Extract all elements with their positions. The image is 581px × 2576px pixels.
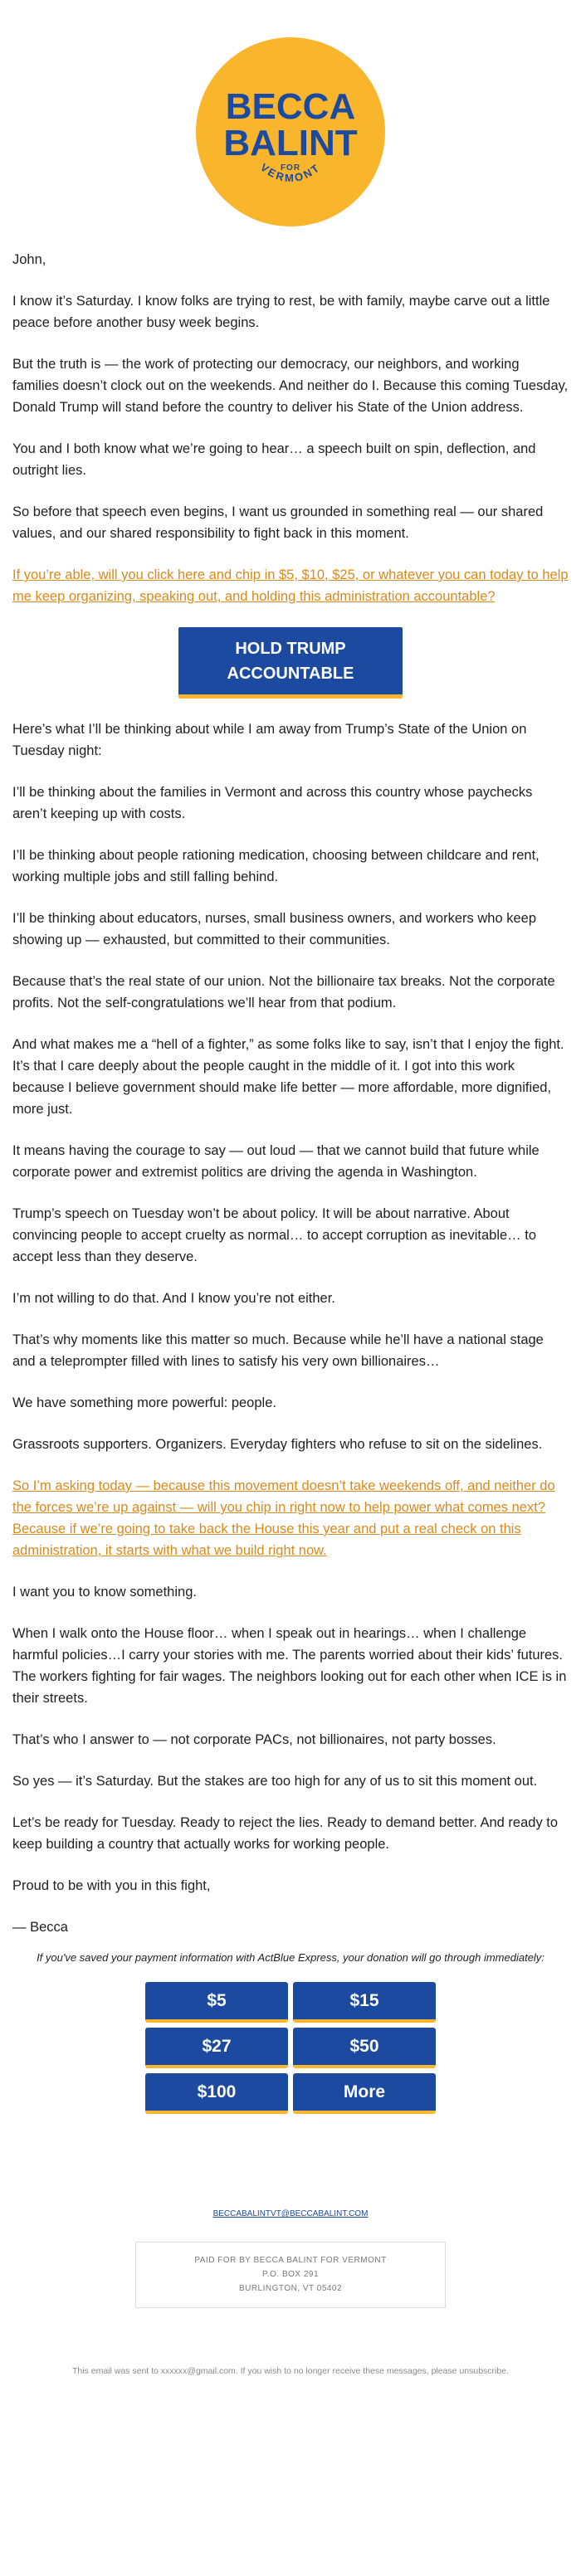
- donate-more-button[interactable]: More: [293, 2073, 436, 2114]
- donate-15-button[interactable]: $15: [293, 1982, 436, 2023]
- logo-line1: BECCA: [225, 86, 356, 127]
- paragraph: I know it’s Saturday. I know folks are trying to rest, be with family, maybe carve out a little peace before another busy week begins.: [12, 294, 550, 330]
- paragraph: Let’s be ready for Tuesday. Ready to reject the lies. Ready to demand better. And ready to keep building a country that actually works for working people.: [12, 1815, 559, 1852]
- actblue-express-note: If you've saved your payment information with ActBlue Express, your donation will go through immediately:: [37, 1951, 544, 1964]
- po-box-line: P.O. BOX 291: [261, 2270, 320, 2279]
- paragraph: So before that speech even begins, I want us grounded in something real — our shared values, and our shared responsibility to fight back in this moment.: [12, 504, 544, 541]
- signature: — Becca: [12, 1920, 68, 1935]
- paragraph: I’m not willing to do that. And I know you’re not either.: [12, 1291, 335, 1306]
- hold-trump-accountable-button[interactable]: [178, 627, 403, 699]
- paragraph: It means having the courage to say — out loud — that we cannot build that future while corporate power and extremist politics are driving the agenda in Washington.: [12, 1143, 540, 1180]
- unsubscribe-notice[interactable]: This email was sent to xxxxxx@gmail.com. If you wish to no longer receive these messages, please unsubscribe.: [72, 2366, 509, 2376]
- paragraph: That’s who I answer to — not corporate PACs, not billionaires, not party bosses.: [12, 1732, 496, 1747]
- sign-off: Proud to be with you in this fight,: [12, 1878, 211, 1893]
- logo-for: FOR: [280, 163, 301, 173]
- paragraph: I’ll be thinking about people rationing medication, choosing between childcare and rent, working multiple jobs and still falling behind.: [12, 848, 540, 884]
- paragraph: That’s why moments like this matter so much. Because while he’ll have a national stage and a teleprompter filled with lines to satisfy his very own billionaires…: [12, 1332, 544, 1369]
- paragraph: We have something more powerful: people.: [12, 1395, 276, 1410]
- donate-link-2[interactable]: So I’m asking today — because this movement doesn’t take weekends off, and neither do the forces we’re up against — will you chip in right now to help power what comes next? Because if we’re going to take back the House this year and put a real check on this administration, it starts with what we build right now.: [12, 1478, 555, 1558]
- contact-email-link[interactable]: BECCABALINTVT@BECCABALINT.COM: [212, 2209, 369, 2218]
- paragraph: I’ll be thinking about the families in Vermont and across this country whose paychecks aren’t keeping up with costs.: [12, 785, 533, 821]
- paragraph: And what makes me a “hell of a fighter,” as some folks like to say, isn’t that I enjoy the fight. It’s that I care deeply about the people caught in the middle of it. I got into this work because I believe government should make life better — more affordable, more dignified, more just.: [12, 1037, 564, 1117]
- paragraph: When I walk onto the House floor… when I speak out in hearings… when I challenge harmful policies…I carry your stories with me. The parents worried about their kids’ futures. The workers fighting for fair wages. The neighbors looking out for each other when ICE is in their streets.: [12, 1626, 567, 1706]
- greeting: John,: [12, 252, 46, 267]
- paragraph: You and I both know what we’re going to hear… a speech built on spin, deflection, and outright lies.: [12, 441, 536, 478]
- paragraph: But the truth is — the work of protecting our democracy, our neighbors, and working families doesn’t clock out on the weekends. And neither do I. Because this coming Tuesday, Donald Trump will stand before the country to deliver his State of the Union address.: [12, 357, 569, 415]
- donate-50-button[interactable]: $50: [293, 2028, 436, 2068]
- donate-100-button[interactable]: $100: [145, 2073, 288, 2114]
- paragraph: I want you to know something.: [12, 1585, 197, 1600]
- donate-link-paragraph: [12, 564, 569, 607]
- paragraph: Grassroots supporters. Organizers. Everyday fighters who refuse to sit on the sidelines.: [12, 1437, 543, 1452]
- paid-for-disclaimer: [135, 2242, 446, 2308]
- donate-5-button[interactable]: $5: [145, 1982, 288, 2023]
- paragraph: Trump’s speech on Tuesday won’t be about policy. It will be about narrative. About convincing people to accept cruelty as normal… to accept corruption as inevitable… to accept less than they deserve.: [12, 1206, 537, 1264]
- footer-contact: [12, 2209, 569, 2218]
- header: [0, 0, 581, 249]
- logo-graphic: [196, 37, 385, 226]
- donate-27-button[interactable]: $27: [145, 2028, 288, 2068]
- cta-label: HOLD TRUMP ACCOUNTABLE: [227, 639, 354, 683]
- cta-container: [12, 627, 569, 699]
- message: [0, 249, 581, 2376]
- paragraph: Here’s what I’ll be thinking about while I am away from Trump’s State of the Union on Tuesday night:: [12, 722, 527, 758]
- donate-link-paragraph: [12, 1475, 569, 1561]
- paragraph: I’ll be thinking about educators, nurses, small business owners, and workers who keep showing up — exhausted, but committed to their communities.: [12, 911, 536, 947]
- city-line: BURLINGTON, VT 05402: [238, 2284, 343, 2293]
- becca-balint-logo[interactable]: [196, 37, 385, 226]
- logo-line2: BALINT: [223, 123, 358, 163]
- paid-for-line: PAID FOR BY BECCA BALINT FOR VERMONT: [194, 2256, 387, 2265]
- paragraph: So yes — it’s Saturday. But the stakes are too high for any of us to sit this moment out.: [12, 1774, 538, 1789]
- donate-link-1[interactable]: If you’re able, will you click here and chip in $5, $10, $25, or whatever you can today to help me keep organizing, speaking out, and holding this administration accountable?: [12, 567, 569, 604]
- logo-state: VERMONT: [257, 160, 324, 185]
- donation-amount-grid: [145, 1982, 436, 2114]
- paragraph: Because that’s the real state of our union. Not the billionaire tax breaks. Not the corporate profits. Not the self-congratulations we’ll hear from that podium.: [12, 974, 555, 1010]
